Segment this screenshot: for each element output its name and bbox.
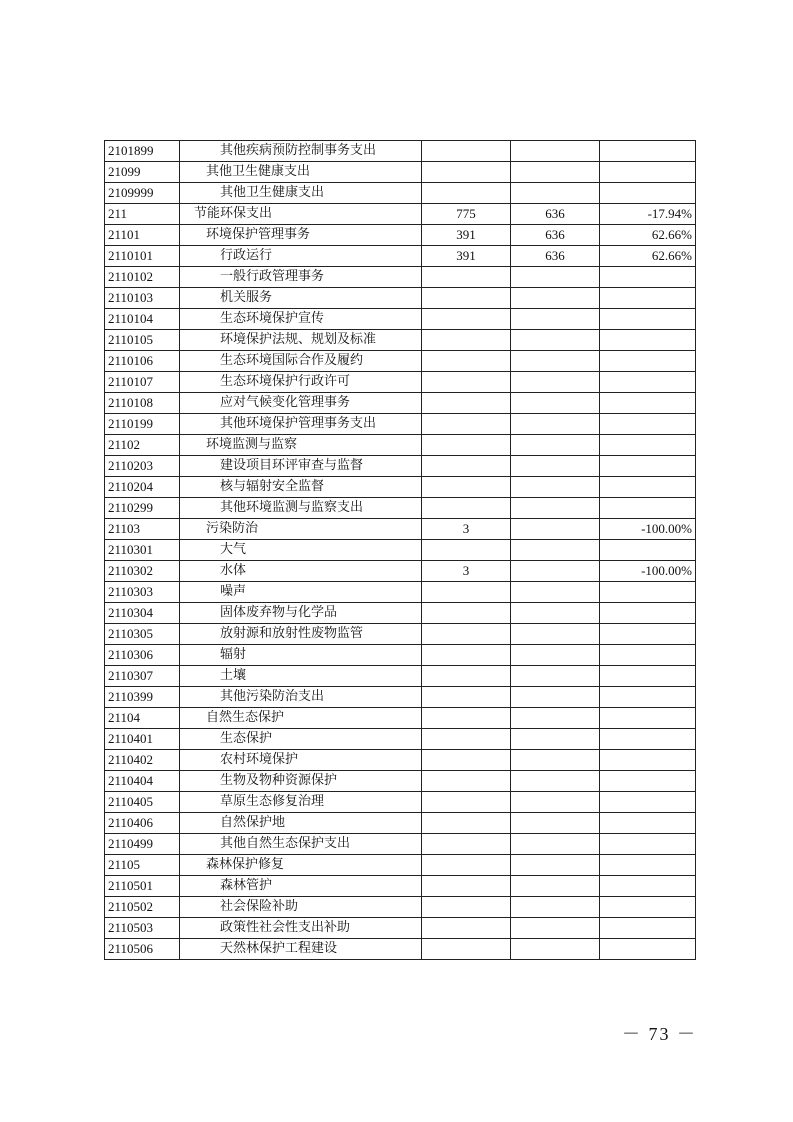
row-name-cell: 环境保护管理事务 <box>180 225 422 246</box>
row-value-1-cell <box>422 645 511 666</box>
table-row <box>105 225 696 246</box>
row-name-cell: 森林管护 <box>180 876 422 897</box>
table-row <box>105 918 696 939</box>
table-row <box>105 246 696 267</box>
row-value-2-cell <box>511 939 600 960</box>
row-name-cell: 其他疾病预防控制事务支出 <box>180 141 422 162</box>
row-value-2-cell <box>511 540 600 561</box>
table-row <box>105 414 696 435</box>
row-value-1-cell <box>422 582 511 603</box>
row-name-cell: 其他卫生健康支出 <box>180 183 422 204</box>
row-code-cell: 2109999 <box>105 183 180 204</box>
row-change-cell <box>600 729 696 750</box>
row-value-2-cell <box>511 687 600 708</box>
row-name-cell: 生态环境保护宣传 <box>180 309 422 330</box>
row-change-cell <box>600 288 696 309</box>
row-value-2-cell <box>511 645 600 666</box>
row-value-2-cell <box>511 288 600 309</box>
row-name-cell: 其他污染防治支出 <box>180 687 422 708</box>
row-value-1-cell <box>422 309 511 330</box>
row-code-cell: 2110307 <box>105 666 180 687</box>
row-value-2-cell <box>511 330 600 351</box>
row-code-cell: 21103 <box>105 519 180 540</box>
row-name-cell: 生物及物种资源保护 <box>180 771 422 792</box>
row-change-cell <box>600 792 696 813</box>
row-value-1-cell <box>422 393 511 414</box>
table-row <box>105 624 696 645</box>
row-code-cell: 2110106 <box>105 351 180 372</box>
row-change-cell <box>600 624 696 645</box>
row-value-1-cell <box>422 477 511 498</box>
table-row <box>105 330 696 351</box>
row-change-cell <box>600 540 696 561</box>
table-row <box>105 435 696 456</box>
row-name-cell: 噪声 <box>180 582 422 603</box>
row-change-cell <box>600 582 696 603</box>
row-value-2-cell <box>511 897 600 918</box>
row-change-cell <box>600 687 696 708</box>
table-row <box>105 477 696 498</box>
row-name-cell: 应对气候变化管理事务 <box>180 393 422 414</box>
row-value-1-cell <box>422 729 511 750</box>
row-change-cell <box>600 435 696 456</box>
row-change-cell <box>600 708 696 729</box>
row-name-cell: 固体废弃物与化学品 <box>180 603 422 624</box>
row-change-cell <box>600 477 696 498</box>
row-value-2-cell <box>511 729 600 750</box>
row-value-1-cell: 3 <box>422 561 511 582</box>
row-value-1-cell <box>422 351 511 372</box>
row-change-cell <box>600 771 696 792</box>
row-name-cell: 森林保护修复 <box>180 855 422 876</box>
row-name-cell: 污染防治 <box>180 519 422 540</box>
row-value-1-cell: 391 <box>422 246 511 267</box>
row-change-cell <box>600 141 696 162</box>
row-value-2-cell <box>511 561 600 582</box>
row-value-2-cell <box>511 750 600 771</box>
table-row <box>105 582 696 603</box>
row-value-1-cell <box>422 456 511 477</box>
table-row <box>105 687 696 708</box>
row-code-cell: 2110304 <box>105 603 180 624</box>
table-row <box>105 729 696 750</box>
row-value-1-cell <box>422 834 511 855</box>
table-row <box>105 288 696 309</box>
row-code-cell: 2110203 <box>105 456 180 477</box>
row-name-cell: 其他自然生态保护支出 <box>180 834 422 855</box>
table-row <box>105 372 696 393</box>
row-code-cell: 2110103 <box>105 288 180 309</box>
row-value-2-cell <box>511 183 600 204</box>
row-value-1-cell <box>422 708 511 729</box>
row-change-cell <box>600 309 696 330</box>
table-row <box>105 750 696 771</box>
row-name-cell: 自然保护地 <box>180 813 422 834</box>
row-code-cell: 21099 <box>105 162 180 183</box>
row-value-2-cell <box>511 477 600 498</box>
row-code-cell: 2110303 <box>105 582 180 603</box>
row-value-1-cell <box>422 288 511 309</box>
row-name-cell: 社会保险补助 <box>180 897 422 918</box>
row-value-1-cell <box>422 498 511 519</box>
row-value-1-cell <box>422 141 511 162</box>
row-name-cell: 核与辐射安全监督 <box>180 477 422 498</box>
row-name-cell: 其他环境监测与监察支出 <box>180 498 422 519</box>
table-row <box>105 792 696 813</box>
row-value-2-cell <box>511 456 600 477</box>
row-code-cell: 2110199 <box>105 414 180 435</box>
table-row <box>105 813 696 834</box>
row-name-cell: 放射源和放射性废物监管 <box>180 624 422 645</box>
budget-table-body <box>105 141 696 960</box>
row-value-2-cell <box>511 519 600 540</box>
table-row <box>105 939 696 960</box>
row-change-cell: -100.00% <box>600 519 696 540</box>
row-value-1-cell <box>422 267 511 288</box>
row-name-cell: 自然生态保护 <box>180 708 422 729</box>
row-change-cell <box>600 603 696 624</box>
row-value-2-cell <box>511 372 600 393</box>
row-value-1-cell <box>422 750 511 771</box>
table-row <box>105 897 696 918</box>
row-change-cell <box>600 393 696 414</box>
table-row <box>105 309 696 330</box>
row-value-2-cell <box>511 414 600 435</box>
row-name-cell: 草原生态修复治理 <box>180 792 422 813</box>
row-code-cell: 2110405 <box>105 792 180 813</box>
row-change-cell <box>600 876 696 897</box>
row-value-1-cell: 391 <box>422 225 511 246</box>
row-value-1-cell <box>422 813 511 834</box>
table-row <box>105 561 696 582</box>
table-row <box>105 267 696 288</box>
row-value-2-cell <box>511 309 600 330</box>
row-name-cell: 其他卫生健康支出 <box>180 162 422 183</box>
page-number: － 73 － <box>622 1024 697 1044</box>
row-code-cell: 2110105 <box>105 330 180 351</box>
row-change-cell <box>600 813 696 834</box>
row-name-cell: 生态环境国际合作及履约 <box>180 351 422 372</box>
row-value-2-cell: 636 <box>511 204 600 225</box>
row-value-2-cell <box>511 162 600 183</box>
row-change-cell <box>600 267 696 288</box>
row-code-cell: 2110101 <box>105 246 180 267</box>
row-name-cell: 生态环境保护行政许可 <box>180 372 422 393</box>
table-row <box>105 876 696 897</box>
row-value-1-cell <box>422 372 511 393</box>
table-row <box>105 519 696 540</box>
row-code-cell: 2110501 <box>105 876 180 897</box>
row-name-cell: 辐射 <box>180 645 422 666</box>
row-value-1-cell: 775 <box>422 204 511 225</box>
table-row <box>105 393 696 414</box>
row-name-cell: 行政运行 <box>180 246 422 267</box>
row-value-1-cell <box>422 540 511 561</box>
row-change-cell <box>600 897 696 918</box>
row-value-1-cell <box>422 603 511 624</box>
row-name-cell: 建设项目环评审查与监督 <box>180 456 422 477</box>
row-value-2-cell: 636 <box>511 225 600 246</box>
row-change-cell <box>600 330 696 351</box>
row-value-2-cell <box>511 792 600 813</box>
row-code-cell: 2110108 <box>105 393 180 414</box>
row-code-cell: 2110406 <box>105 813 180 834</box>
row-value-2-cell <box>511 393 600 414</box>
row-value-1-cell <box>422 771 511 792</box>
table-row <box>105 771 696 792</box>
row-value-2-cell <box>511 708 600 729</box>
row-value-2-cell <box>511 351 600 372</box>
row-value-1-cell <box>422 330 511 351</box>
row-value-1-cell <box>422 666 511 687</box>
row-name-cell: 政策性社会性支出补助 <box>180 918 422 939</box>
row-code-cell: 21104 <box>105 708 180 729</box>
row-change-cell: -17.94% <box>600 204 696 225</box>
row-value-1-cell <box>422 624 511 645</box>
row-value-1-cell <box>422 414 511 435</box>
row-code-cell: 2110306 <box>105 645 180 666</box>
row-value-1-cell <box>422 183 511 204</box>
row-value-2-cell <box>511 855 600 876</box>
row-value-2-cell <box>511 141 600 162</box>
table-row <box>105 834 696 855</box>
row-value-2-cell <box>511 834 600 855</box>
row-value-1-cell <box>422 435 511 456</box>
row-code-cell: 2110104 <box>105 309 180 330</box>
table-row <box>105 162 696 183</box>
row-change-cell <box>600 351 696 372</box>
row-code-cell: 21102 <box>105 435 180 456</box>
table-row <box>105 603 696 624</box>
row-value-2-cell <box>511 435 600 456</box>
table-row <box>105 540 696 561</box>
row-code-cell: 2110401 <box>105 729 180 750</box>
row-name-cell: 节能环保支出 <box>180 204 422 225</box>
row-value-1-cell <box>422 939 511 960</box>
table-row <box>105 141 696 162</box>
row-name-cell: 土壤 <box>180 666 422 687</box>
row-name-cell: 大气 <box>180 540 422 561</box>
row-change-cell: -100.00% <box>600 561 696 582</box>
row-name-cell: 环境监测与监察 <box>180 435 422 456</box>
row-change-cell <box>600 183 696 204</box>
row-code-cell: 2110502 <box>105 897 180 918</box>
row-name-cell: 环境保护法规、规划及标准 <box>180 330 422 351</box>
table-row <box>105 204 696 225</box>
row-code-cell: 2110299 <box>105 498 180 519</box>
row-value-2-cell <box>511 876 600 897</box>
table-row <box>105 498 696 519</box>
row-value-2-cell: 636 <box>511 246 600 267</box>
row-value-1-cell <box>422 855 511 876</box>
row-change-cell <box>600 414 696 435</box>
row-value-1-cell: 3 <box>422 519 511 540</box>
row-value-2-cell <box>511 498 600 519</box>
row-code-cell: 211 <box>105 204 180 225</box>
row-value-2-cell <box>511 813 600 834</box>
row-code-cell: 2110399 <box>105 687 180 708</box>
row-value-2-cell <box>511 603 600 624</box>
row-value-1-cell <box>422 918 511 939</box>
table-row <box>105 645 696 666</box>
table-row <box>105 708 696 729</box>
table-row <box>105 351 696 372</box>
row-code-cell: 2110402 <box>105 750 180 771</box>
row-name-cell: 其他环境保护管理事务支出 <box>180 414 422 435</box>
row-code-cell: 2110499 <box>105 834 180 855</box>
row-value-2-cell <box>511 666 600 687</box>
table-row <box>105 855 696 876</box>
row-code-cell: 2110404 <box>105 771 180 792</box>
table-row <box>105 666 696 687</box>
row-value-2-cell <box>511 582 600 603</box>
row-change-cell: 62.66% <box>600 246 696 267</box>
row-code-cell: 21101 <box>105 225 180 246</box>
row-change-cell <box>600 645 696 666</box>
row-name-cell: 机关服务 <box>180 288 422 309</box>
row-name-cell: 一般行政管理事务 <box>180 267 422 288</box>
row-code-cell: 2110204 <box>105 477 180 498</box>
table-row <box>105 456 696 477</box>
row-code-cell: 2110506 <box>105 939 180 960</box>
row-value-2-cell <box>511 771 600 792</box>
row-code-cell: 2101899 <box>105 141 180 162</box>
row-change-cell <box>600 750 696 771</box>
row-code-cell: 2110305 <box>105 624 180 645</box>
row-code-cell: 2110302 <box>105 561 180 582</box>
row-value-1-cell <box>422 162 511 183</box>
row-code-cell: 2110503 <box>105 918 180 939</box>
row-value-1-cell <box>422 792 511 813</box>
row-change-cell <box>600 834 696 855</box>
budget-table <box>104 140 696 960</box>
row-value-2-cell <box>511 267 600 288</box>
row-name-cell: 生态保护 <box>180 729 422 750</box>
row-value-1-cell <box>422 876 511 897</box>
table-row <box>105 183 696 204</box>
row-change-cell <box>600 855 696 876</box>
row-change-cell <box>600 666 696 687</box>
row-change-cell: 62.66% <box>600 225 696 246</box>
row-change-cell <box>600 498 696 519</box>
row-name-cell: 农村环境保护 <box>180 750 422 771</box>
row-code-cell: 2110107 <box>105 372 180 393</box>
row-name-cell: 天然林保护工程建设 <box>180 939 422 960</box>
row-code-cell: 2110301 <box>105 540 180 561</box>
row-name-cell: 水体 <box>180 561 422 582</box>
row-value-2-cell <box>511 624 600 645</box>
row-change-cell <box>600 162 696 183</box>
row-value-2-cell <box>511 918 600 939</box>
row-change-cell <box>600 939 696 960</box>
row-value-1-cell <box>422 687 511 708</box>
row-change-cell <box>600 918 696 939</box>
row-value-1-cell <box>422 897 511 918</box>
row-code-cell: 2110102 <box>105 267 180 288</box>
row-code-cell: 21105 <box>105 855 180 876</box>
row-change-cell <box>600 456 696 477</box>
row-change-cell <box>600 372 696 393</box>
